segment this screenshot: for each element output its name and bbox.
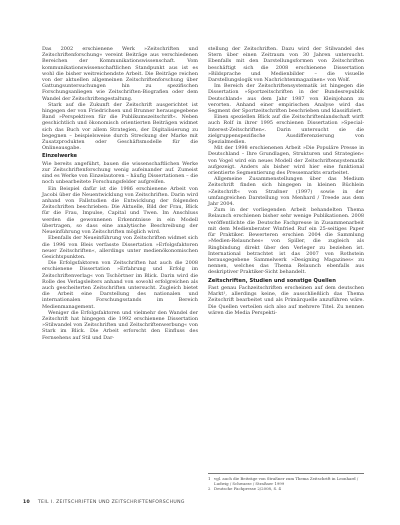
paragraph: Wie bereits angeführt, bauen die wissenschaftlichen Werke zur Zeitschriftenforschung wenig aufeinander auf. Zumeist sind es Werke von Einzelautoren – häufig Dissertationen – die noch unbearbeitete Forschungsfelder aufgreifen. [42,160,198,186]
page-footer [23,500,185,505]
paragraph: Ein Beispiel dafür ist die 1986 erschienene Arbeit von Jacobi über die Neuentwicklung von Zeitschriften. Darin wird anhand von Fallstudien die Entwicklung der folgenden Zeitschriften beschrieben: Die Aktuelle, Bild der Frau, Blick für die Frau, Impulse, Capital und Twen. Im Anschluss werden die gewonnenen Erkenntnisse in ein Modell übertragen, so dass eine analytische Beschreibung der Neueinführung von Zeitschriften möglich wird. [42,185,198,236]
footnote-text: vgl. auch die Beiträge von Straßner zum Thema Zeitschrift in Leonhard / Ludwig / Schwarze / Straßner 1999 [214,476,359,486]
section-heading-zeitschriften-studien: Zeitschriften, Studien und sonstige Quellen [208,277,336,284]
footnote-2 [208,486,364,491]
paragraph: Zum in der vorliegenden Arbeit behandelten Thema Relaunch erschienen bisher sehr wenige Publikationen. 2008 veröffentlichte die Deutsche Fachpresse in Zusammenarbeit mit dem Medienberater Winfried Ruf ein 25-seitiges Paper für Praktiker. Bewerteren erschien 2004 die Sammlung »Medien-Relaunches« von Spiller, die zugleich als Ringbindung direkt über den Verleger zu beziehen ist. International betrachtet ist das 2007 von Rothstein herausgegebene Sammelwerk »Designing Magazines« zu nennen, welches das Thema Relaunch ebenfalls aus deskriptiver Praktiker-Sicht behandelt. [208,207,364,276]
paragraph: Allgemeine Zusammenstellungen über das Medium Zeitschrift finden sich hingegen in kleinen Büchlein »Zeitschrift« von Straßner (1997) sowie in der umfangreichen Darstellung von Menhard / Treede aus dem Jahr 2004. [208,176,364,208]
paragraph: Weniger die Erfolgsfaktoren und vielmehr den Wandel der Zeitschrift hat hingegen die 1992 erschienene Dissertation »Stilwandel von Zeitschriften und Zeitschriftenwerbung« von Stark im Blick. Die Arbeit erforscht den Einfluss des Fernsehens auf Stil und Dar- [42,309,198,341]
paragraph: Das 2002 erschienene Werk »Zeitschriften und Zeitschriftenforschung« vereint Beiträge aus verschiedenen Bereichen der Kommunikationswissenschaft. Vom kommunikationswissenschaftlichen Standpunkt aus ist es wohl die bisher weitreichendste Arbeit. Die Beiträge reichen von der aktuellen allgemeinen Zeitschriftenforschung über Gattungsuntersuchungen hin zu spezifischen Forschungsanliegen wie Zeitschriften-Biografien oder dem Wandel der Zeitschriftengestaltung. [42,46,198,102]
left-column [42,46,198,341]
paragraph: Einen speziellen Blick auf die Zeitschriftenlandschaft wirft auch Rolf in ihrer 1995 erschienen Dissertation »Special-Interest-Zeitschriften«. Darin untersucht sie die zielgruppenspezifische Ausdifferenzierung von Spezialmedien. [208,114,364,146]
paragraph: Ebenfalls der Neueinführung von Zeitschriften widmet sich die 1996 von Bleis verfasste Dissertation »Erfolgsfaktoren neuer Zeitschriften«, allerdings unter medienökonomischen Gesichtspunkten. [42,235,198,260]
paragraph: Mit der 1998 erschienenen Arbeit »Die Populäre Presse in Deutschland – Ihre Grundlagen, Strukturen und Strategien« von Vogel wird ein neues Modell der Zeitschriftensystematik aufgezeigt. Anders als bisher wird hier eine funktional orientierte Segmentierung des Pressemarkts erarbeitet. [208,145,364,177]
paragraph: Fast genau Fachzeitschriften erscheinen auf dem deutschen Markt¹, allerdings keine, die ausschließlich das Thema Zeitschrift bearbeitet und als Primärquelle anzuführen wäre. Die Quellen verteilen sich also auf mehrere Titel. Zu nennen wären die Media Perspekti- [208,284,364,316]
footnote-text: Deutsche Fachpresse 2/2008, S. 4 [214,486,281,491]
section-heading-einzelwerke: Einzelwerke [42,153,78,160]
footnote-number: 1 [208,476,211,481]
paragraph: Die Erfolgsfaktoren von Zeitschriften hat auch die 2008 erschienene Dissertation »Erfahrung und Erfolg im Zeitschriftenverlag« von Tschörtner im Blick. Darin wird die Rolle des Verlagsleiters anhand von sowohl erfolgreichen als auch gescheiterten Zeitschriften untersucht. Zugleich bietet die Arbeit eine Darstellung des nationalen und internationalen Forschungsstands im Bereich Medienmanagement. [42,260,198,310]
paragraph: Stark auf die Zukunft der Zeitschrift ausgerichtet ist hingegen der von Friedrichsen und Brunner herausgegebene Band »Perspektiven für die Publikumszeitschrift«. Neben geschichtlich und ökonomisch orientierten Beiträgen widmet sich das Buch vor allem Strategien, der Digitalisierung zu begegnen – beispielsweise durch Streckung der Marke mit Zusatzprodukten oder Geschäftsmodelle für die Onlineausgabe. [42,101,198,152]
footnote-number: 2 [208,486,211,491]
footnotes [208,473,364,491]
paragraph: Im Bereich der Zeitschriftensystematik ist hingegen die Dissertation »Sportzeitschriften in der Bundesrepublik Deutschland« aus dem Jahr 1987 von Kleinjohann zu verorten. Anhand einer empirischen Analyse wird das Segment der Sportzeitschriften beschrieben und klassifiziert. [208,83,364,115]
page-number: 10 [23,500,31,505]
right-column [208,46,364,316]
paragraph: stellung der Zeitschriften. Dazu wird der Stilwandel des Stern über einen Zeitraum von 30 Jahren untersucht. Ebenfalls mit den Darstellungsformen von Zeitschriften beschäftigt sich die 2008 erschienene Dissertation »Bildsprache und Medienbilder – die visuelle Darstellungslogik von Nachrichtenmagazinen« von Wolf. [208,46,364,84]
running-title: TEIL I. ZEITSCHRIFTEN UND ZEITSCHRIFTENFORSCHUNG [37,500,185,505]
footnote-1 [208,476,364,486]
